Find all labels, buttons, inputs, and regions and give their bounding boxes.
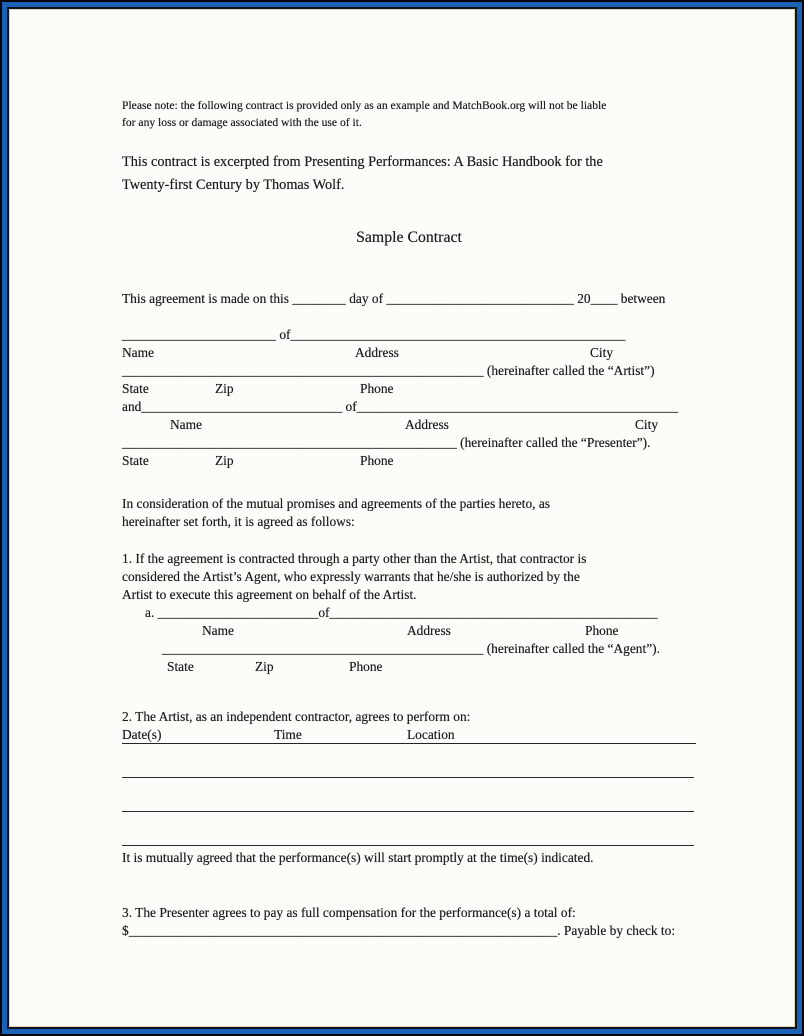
clause1-line: Artist to execute this agreement on behalf of the Artist. xyxy=(122,587,417,602)
consideration-line: In consideration of the mutual promises and agreements of the parties hereto, as xyxy=(122,496,550,511)
location-label: Location xyxy=(407,727,455,742)
agent-state-zip-phone-row xyxy=(122,658,696,676)
presenter-state-zip-phone-row xyxy=(122,452,696,470)
clause3-heading: 3. The Presenter agrees to pay as full compensation for the performance(s) a total of: xyxy=(122,905,576,920)
clause1-line: considered the Artist’s Agent, who expressly warrants that he/she is authorized by the xyxy=(122,569,580,584)
scanned-contract-page xyxy=(10,10,794,1026)
presenter-city-label: City xyxy=(635,417,659,432)
frame-pinstripe xyxy=(9,9,795,1027)
blank-schedule-line xyxy=(122,812,694,846)
source-attribution-line: This contract is excerpted from Presenting Performances: A Basic Handbook for the xyxy=(122,154,603,170)
artist-state-zip-phone-row xyxy=(122,380,696,398)
blank-schedule-line xyxy=(122,744,694,778)
source-attribution-line: Twenty-first Century by Thomas Wolf. xyxy=(122,177,345,193)
artist-name-of-line: _______________________ of__________________________________________________ xyxy=(122,327,626,342)
artist-labels-row xyxy=(122,344,696,362)
dates-label: Date(s) xyxy=(122,727,162,742)
artist-fill-line: ______________________________________________________ (hereinafter called the “Artist”) xyxy=(122,363,655,378)
agent-name-of-line: a. ________________________of_________________________________________________ xyxy=(145,605,658,620)
frame-blue-band xyxy=(2,2,802,1034)
artist-city-label: City xyxy=(590,345,614,360)
presenter-zip-label: Zip xyxy=(215,453,234,468)
agent-name-label: Name xyxy=(202,623,234,638)
agent-phone-label: Phone xyxy=(585,623,619,638)
presenter-and-of-line: and______________________________ of________________________________________________ xyxy=(122,399,679,414)
agent-address-label: Address xyxy=(407,623,451,638)
compensation-amount-line: $________________________________________________________________. Payable by check to: xyxy=(122,923,676,938)
blank-schedule-line xyxy=(122,778,694,812)
disclaimer-line: for any loss or damage associated with the use of it. xyxy=(122,116,362,129)
page-content xyxy=(122,97,696,940)
presenter-name-label: Name xyxy=(170,417,202,432)
schedule-header-row xyxy=(122,726,696,744)
agent-state-label: State xyxy=(167,659,194,674)
artist-name-label: Name xyxy=(122,345,154,360)
clause1-line: 1. If the agreement is contracted through a party other than the Artist, that contractor is xyxy=(122,551,587,566)
presenter-fill-line: __________________________________________________ (hereinafter called the “Presenter”). xyxy=(122,435,651,450)
agent-phone-col-label: Phone xyxy=(349,659,383,674)
frame-inner-line xyxy=(7,7,797,1029)
agent-fill-line: ________________________________________________ (hereinafter called the “Agent”). xyxy=(162,641,660,656)
agent-labels-row xyxy=(122,622,696,640)
artist-zip-label: Zip xyxy=(215,381,234,396)
artist-address-label: Address xyxy=(355,345,399,360)
presenter-state-label: State xyxy=(122,453,149,468)
agreement-date-line: This agreement is made on this ________ day of ____________________________ 20____ between xyxy=(122,291,666,306)
time-label: Time xyxy=(274,727,302,742)
consideration-line: hereinafter set forth, it is agreed as follows: xyxy=(122,514,355,529)
presenter-labels-row xyxy=(122,416,696,434)
disclaimer-line: Please note: the following contract is provided only as an example and MatchBook.org will not be liable xyxy=(122,99,607,112)
clause2-heading: 2. The Artist, as an independent contractor, agrees to perform on: xyxy=(122,709,471,724)
presenter-phone-label: Phone xyxy=(360,453,394,468)
artist-state-label: State xyxy=(122,381,149,396)
presenter-address-label: Address xyxy=(405,417,449,432)
artist-phone-label: Phone xyxy=(360,381,394,396)
page-title: Sample Contract xyxy=(356,229,462,246)
agent-zip-label: Zip xyxy=(255,659,274,674)
punctuality-note: It is mutually agreed that the performance(s) will start promptly at the time(s) indicated. xyxy=(122,850,594,865)
